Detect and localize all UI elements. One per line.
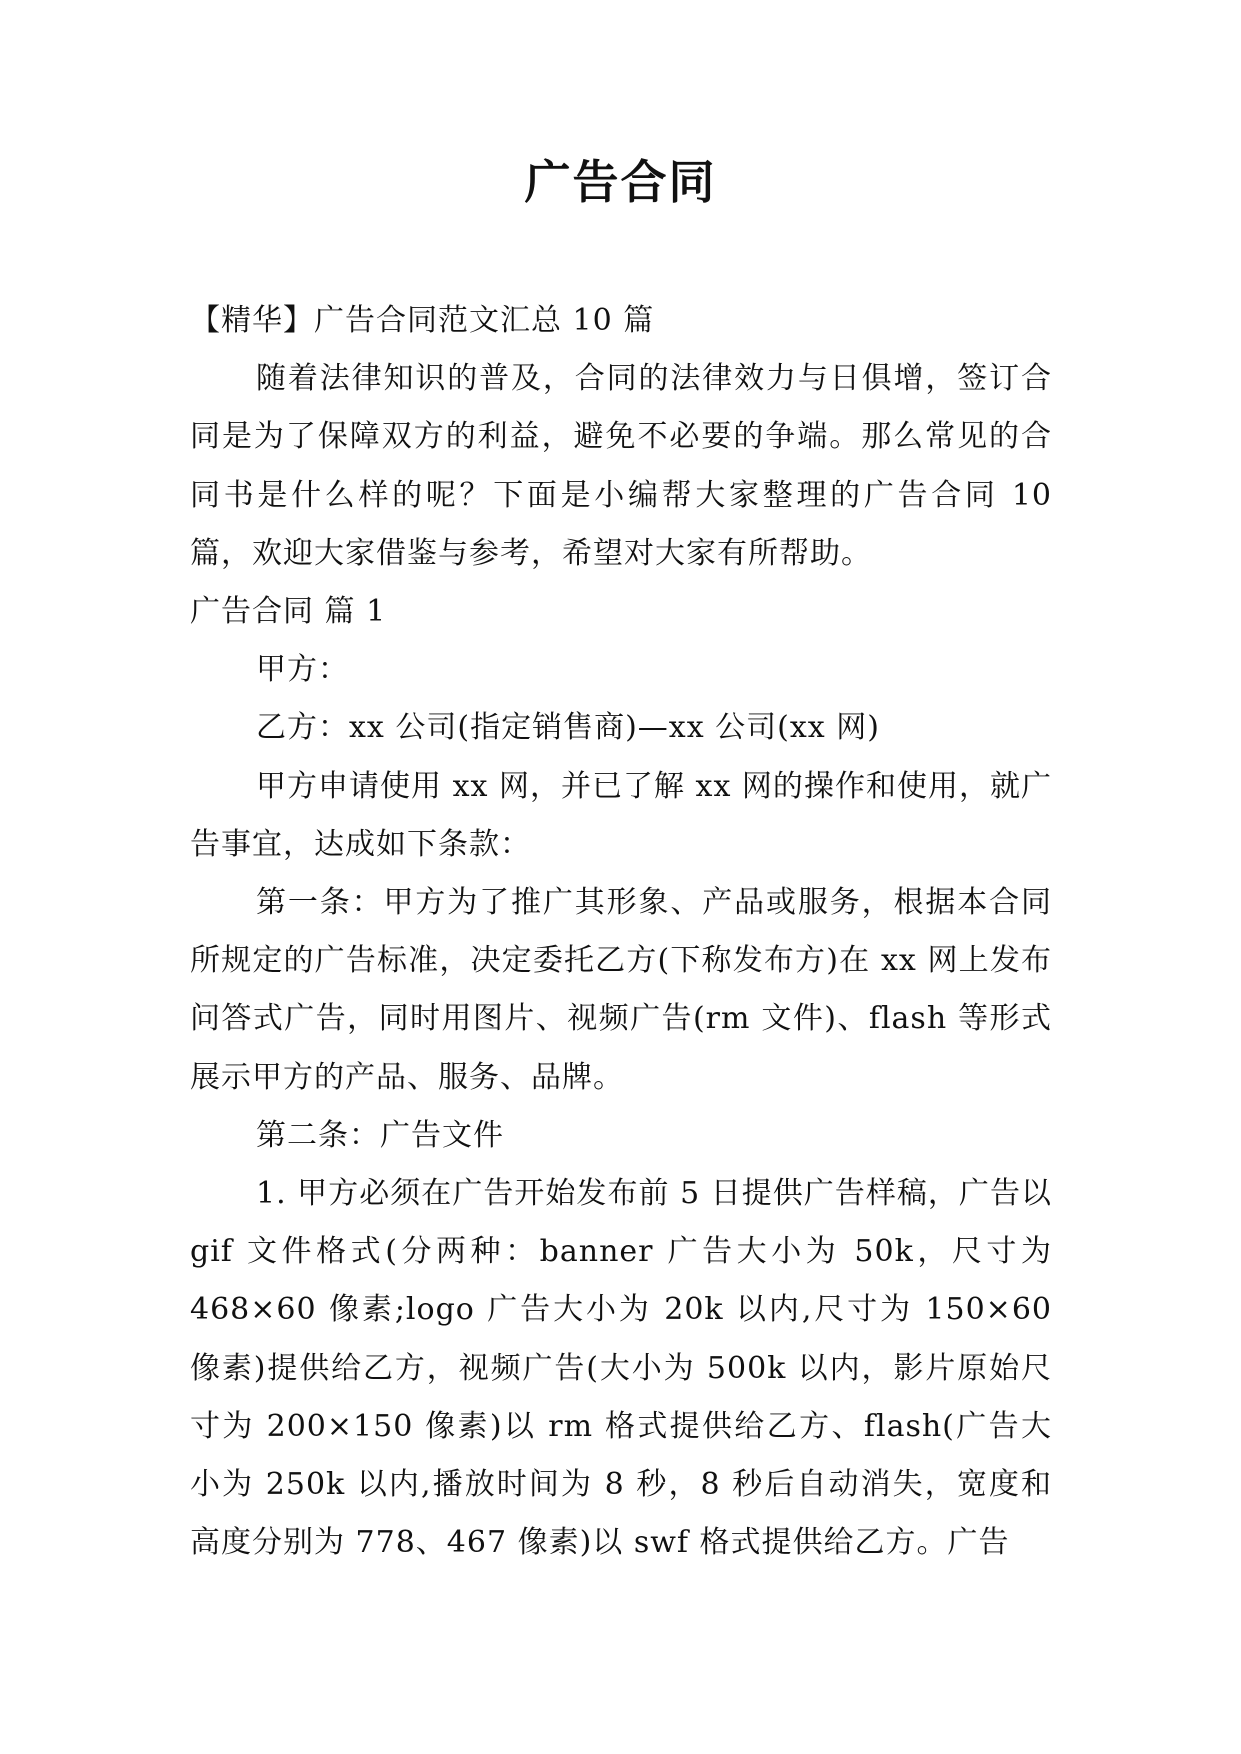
- paragraph-agreement: 甲方申请使用 xx 网，并已了解 xx 网的操作和使用，就广告事宜，达成如下条款：: [190, 768, 1052, 862]
- article-two-item-1: 1. 甲方必须在广告开始发布前 5 日提供广告样稿，广告以 gif 文件格式(分两种：banner 广告大小为 50k，尺寸为 468×60 像素;logo 广告大小为 20k 以内,尺寸为 150×60 像素)提供给乙方，视频广告(大小为 500k 以内，影片原始尺寸为 200×150 像素)以 rm 格式提供给乙方、flash(广告大小为 250k 以内,播放时间为 8 秒，8 秒后自动消失，宽度和高度分别为 778、467 像素)以 swf 格式提供给乙方。广告: [190, 1176, 1052, 1561]
- document-title: 广告合同: [524, 155, 717, 209]
- party-a-line: 甲方：: [256, 652, 349, 688]
- document-body: [190, 292, 1052, 1572]
- article-two-heading: 第二条：广告文件: [256, 1117, 504, 1153]
- section-heading: 广告合同 篇 1: [190, 594, 387, 630]
- article-one: 第一条：甲方为了推广其形象、产品或服务，根据本合同所规定的广告标准，决定委托乙方(下称发布方)在 xx 网上发布问答式广告，同时用图片、视频广告(rm 文件)、flash 等形式展示甲方的产品、服务、品牌。: [190, 885, 1052, 1095]
- paragraph-intro: 随着法律知识的普及，合同的法律效力与日俱增，签订合同是为了保障双方的利益，避免不必要的争端。那么常见的合同书是什么样的呢？下面是小编帮大家整理的广告合同 10 篇，欢迎大家借鉴与参考，希望对大家有所帮助。: [190, 361, 1052, 571]
- paragraph-subtitle: 【精华】广告合同范文汇总 10 篇: [190, 303, 655, 338]
- party-b-line: 乙方：xx 公司(指定销售商)—xx 公司(xx 网): [256, 710, 880, 746]
